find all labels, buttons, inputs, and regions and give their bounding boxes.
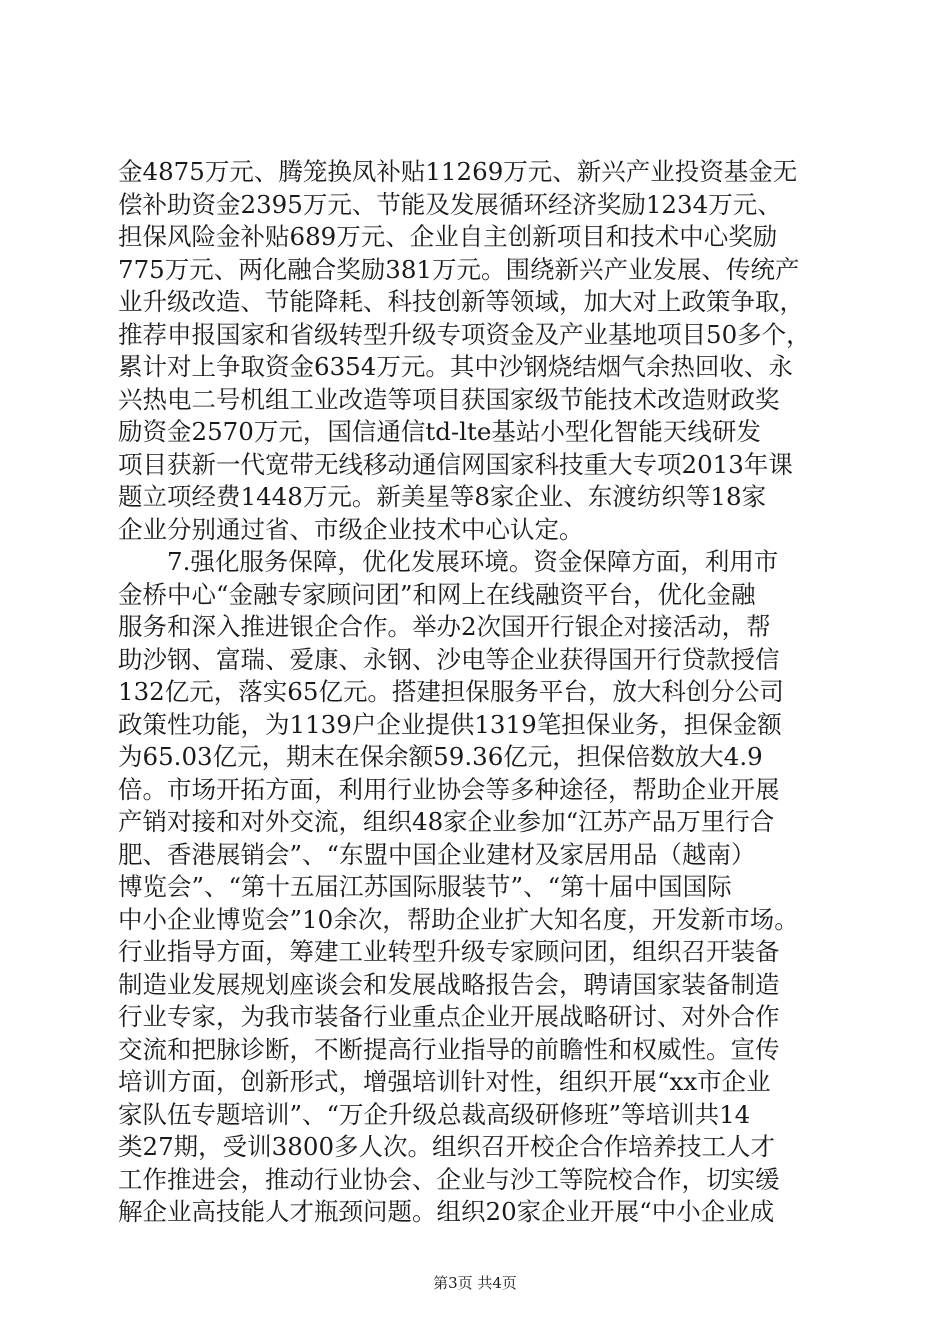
text-line: 金桥中心“金融专家顾问团”和网上在线融资平台，优化金融 (118, 579, 756, 609)
text-line: 家队伍专题培训”、“万企升级总裁高级研修班”等培训共14 (118, 1099, 751, 1129)
text-line: 7.强化服务保障，优化发展环境。资金保障方面，利用市 (118, 547, 779, 576)
text-line: 政策性功能，为1139户企业提供1319笔担保业务，担保金额 (118, 709, 782, 739)
text-line: 培训方面，创新形式，增强培训针对性，组织开展“xx市企业 (118, 1067, 771, 1096)
text-line: 行业专家，为我市装备行业重点企业开展战略研讨、对外合作 (118, 1002, 780, 1031)
text-line: 金4875万元、腾笼换凤补贴11269万元、新兴产业投资基金无 (118, 157, 798, 186)
text-line: 775万元、两化融合奖励381万元。围绕新兴产业发展、传统产 (118, 254, 800, 284)
text-line: 服务和深入推进银企合作。举办2次国开行银企对接活动，帮 (118, 612, 771, 641)
text-line: 肥、香港展销会”、“东盟中国企业建材及家居用品（越南） (118, 839, 756, 869)
text-line: 工作推进会，推动行业协会、企业与沙工等院校合作，切实缓 (118, 1164, 780, 1194)
text-line: 题立项经费1448万元。新美星等8家企业、东渡纺织等18家 (118, 482, 767, 511)
text-line: 类27期，受训3800多人次。组织召开校企合作培养技工人才 (118, 1132, 776, 1161)
text-line: 解企业高技能人才瓶颈问题。组织20家企业开展“中小企业成 (118, 1197, 775, 1226)
text-line: 业升级改造、节能降耗、科技创新等领域，加大对上政策争取， (118, 287, 804, 316)
text-line: 中小企业博览会”10余次，帮助企业扩大知名度，开发新市场。 (118, 904, 799, 934)
text-line: 产销对接和对外交流，组织48家企业参加“江苏产品万里行合 (118, 807, 775, 836)
text-line: 兴热电二号机组工业改造等项目获国家级节能技术改造财政奖 (118, 384, 780, 414)
page-number-footer: 第3页 共4页 (433, 1274, 517, 1292)
text-line: 项目获新一代宽带无线移动通信网国家科技重大专项2013年课 (118, 449, 793, 479)
text-line: 企业分别通过省、市级企业技术中心认定。 (118, 514, 584, 544)
text-line: 担保风险金补贴689万元、企业自主创新项目和技术中心奖励 (118, 222, 778, 251)
text-line: 推荐申报国家和省级转型升级专项资金及产业基地项目50多个， (118, 319, 811, 349)
text-line: 行业指导方面，筹建工业转型升级专家顾问团，组织召开装备 (118, 937, 780, 966)
text-line: 助沙钢、富瑞、爱康、永钢、沙电等企业获得国开行贷款授信 (118, 644, 780, 674)
text-line: 博览会”、“第十五届江苏国际服装节”、“第十届中国国际 (118, 872, 732, 901)
text-line: 制造业发展规划座谈会和发展战略报告会，聘请国家装备制造 (118, 969, 780, 999)
text-line: 交流和把脉诊断，不断提高行业指导的前瞻性和权威性。宣传 (118, 1034, 780, 1064)
text-line: 为65.03亿元，期末在保余额59.36亿元，担保倍数放大4.9 (118, 742, 763, 771)
text-line: 累计对上争取资金6354万元。其中沙钢烧结烟气余热回收、永 (118, 352, 793, 381)
text-line: 励资金2570万元，国信通信td-lte基站小型化智能天线研发 (118, 417, 761, 446)
text-line: 132亿元，落实65亿元。搭建担保服务平台，放大科创分公司 (118, 677, 784, 706)
body-text (118, 156, 838, 1229)
text-line: 倍。市场开拓方面，利用行业协会等多种途径，帮助企业开展 (118, 774, 780, 804)
text-line: 偿补助资金2395万元、节能及发展循环经济奖励1234万元、 (118, 189, 782, 219)
